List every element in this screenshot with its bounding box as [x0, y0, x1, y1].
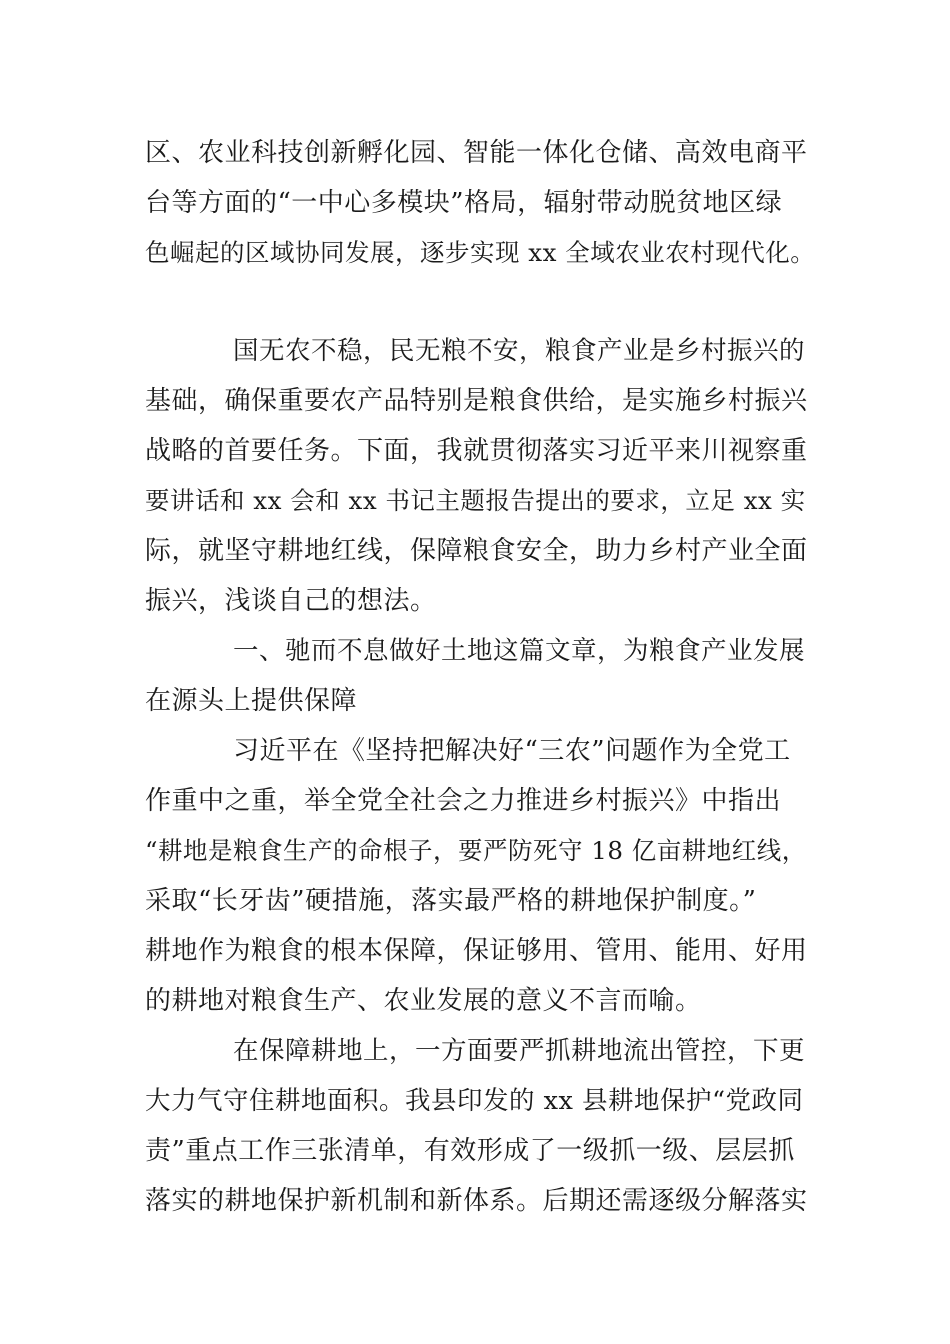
- paragraph-2-line-3: 战略的首要任务。下面，我就贯彻落实习近平来川视察重: [145, 436, 808, 466]
- paragraph-5-line-4: 落实的耕地保护新机制和新体系。后期还需逐级分解落实: [145, 1186, 808, 1216]
- paragraph-2-line-5: 际，就坚守耕地红线，保障粮食安全，助力乡村产业全面: [145, 536, 808, 566]
- paragraph-1-line-2: 台等方面的“一中心多模块”格局，辐射带动脱贫地区绿: [145, 188, 783, 218]
- paragraph-2-line-2: 基础，确保重要农产品特别是粮食供给，是实施乡村振兴: [145, 386, 808, 416]
- section-heading-line-2: 在源头上提供保障: [145, 686, 358, 716]
- paragraph-4-line-2: 作重中之重，举全党全社会之力推进乡村振兴》中指出: [145, 786, 782, 816]
- paragraph-5-line-3: 责”重点工作三张清单，有效形成了一级抓一级、层层抓: [145, 1136, 795, 1166]
- paragraph-4-line-1: 习近平在《坚持把解决好“三农”问题作为全党工: [233, 736, 791, 766]
- paragraph-4-line-4: 采取“长牙齿”硬措施，落实最严格的耕地保护制度。”: [145, 886, 757, 916]
- paragraph-5-line-2: 大力气守住耕地面积。我县印发的 xx 县耕地保护“党政同: [145, 1086, 804, 1116]
- paragraph-1-line-1: 区、农业科技创新孵化园、智能一体化仓储、高效电商平: [145, 138, 808, 168]
- paragraph-1-line-3: 色崛起的区域协同发展，逐步实现 xx 全域农业农村现代化。: [145, 238, 816, 267]
- paragraph-2-line-6: 振兴，浅谈自己的想法。: [145, 586, 437, 616]
- paragraph-2-line-1: 国无农不稳，民无粮不安，粮食产业是乡村振兴的: [233, 336, 806, 366]
- paragraph-4-line-6: 的耕地对粮食生产、农业发展的意义不言而喻。: [145, 986, 702, 1016]
- paragraph-5-line-1: 在保障耕地上，一方面要严抓耕地流出管控，下更: [233, 1036, 806, 1066]
- paragraph-2-line-4: 要讲话和 xx 会和 xx 书记主题报告提出的要求，立足 xx 实: [145, 486, 806, 515]
- paragraph-4-line-3: “耕地是粮食生产的命根子，要严防死守 18 亿亩耕地红线，: [145, 836, 807, 865]
- paragraph-4-line-5: 耕地作为粮食的根本保障，保证够用、管用、能用、好用: [145, 936, 808, 966]
- section-heading-line-1: 一、驰而不息做好土地这篇文章，为粮食产业发展: [233, 636, 806, 666]
